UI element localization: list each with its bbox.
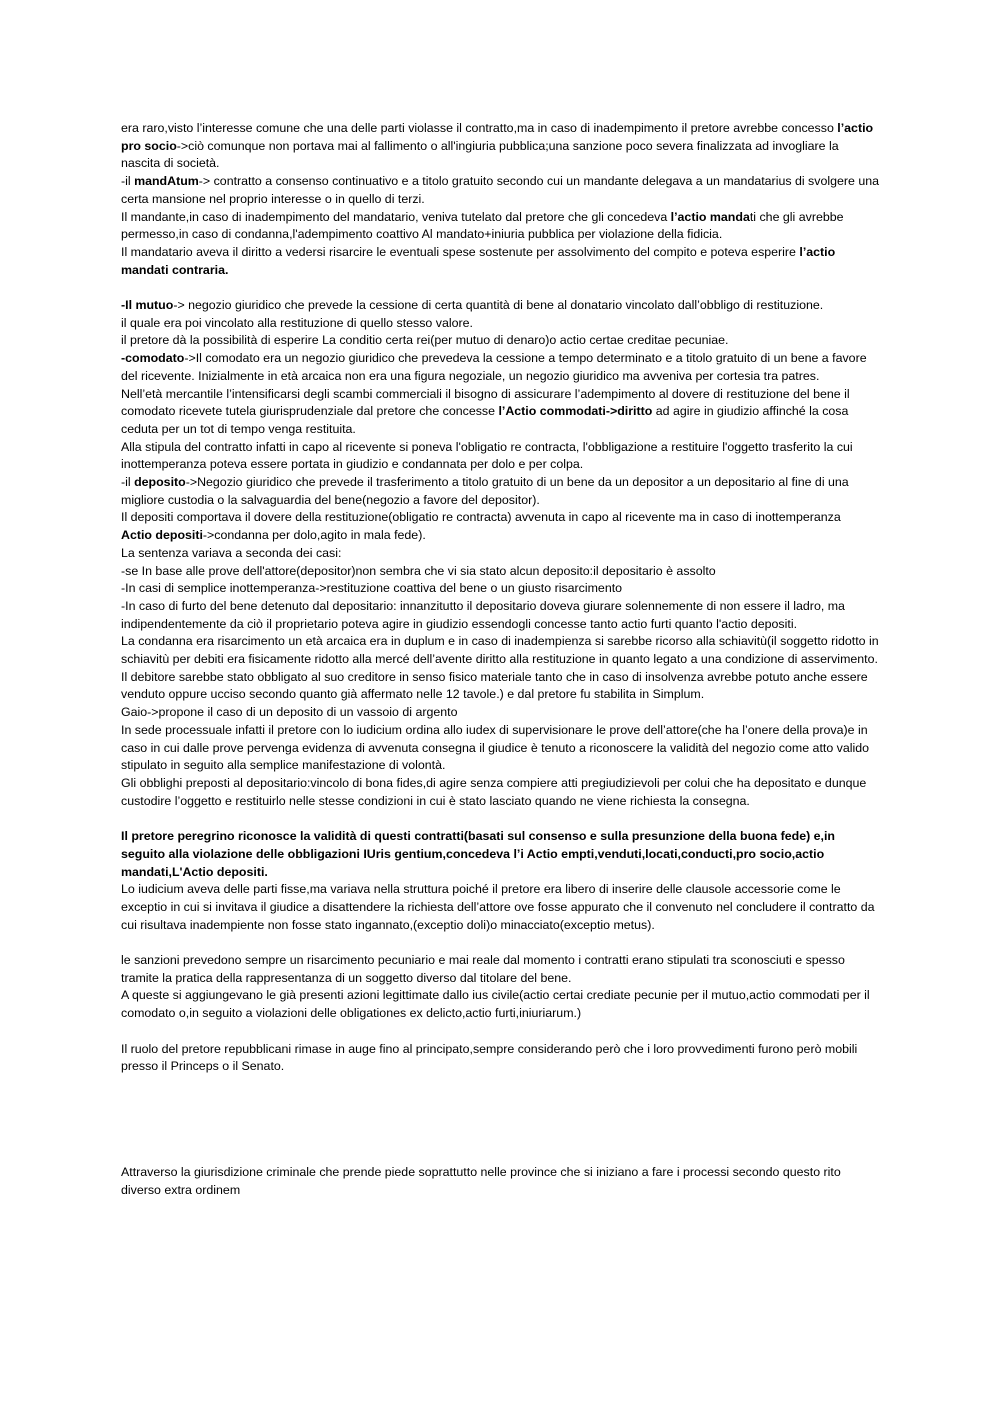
- text-run: Il depositi comportava il dovere della restituzione(obligatio re contracta) avvenuta in capo al ricevente ma in caso di inottemperanza: [121, 510, 841, 525]
- text-run: ->Negozio giuridico che prevede il trasferimento a titolo gratuito di un bene da un depositor a un depositario al fine di una migliore custodia o la salvaguardia del bene(negozio a favore del depositor).: [121, 475, 849, 507]
- text-run: In sede processuale infatti il pretore con lo iudicium ordina allo iudex di supervisionare le prove dell’attore(che ha l’onere della prova)e in caso in cui dalle prove pervenga evidenza di avvenuta consegna il giudice è tenuto a riconoscere la validità del negozio come atto valido stipulato in seguito alla semplice manifestazione di volontà.: [121, 722, 870, 773]
- text-run: Lo iudicium aveva delle parti fisse,ma variava nella struttura poiché il pretore era libero di inserire delle clausole accessorie come le exceptio in cui si invitava il giudice a disattendere la richiesta dell’attore ove fosse appurato che il convenuto nel concludere il contratto da cui risultava inadempiente non fosse stato ingannato,(exceptio doli)o minacciato(exceptio metus).: [121, 882, 875, 932]
- text-run: ti che gli avrebbe permesso,in caso di condanna,l'adempimento coattivo Al mandato+iniuria pubblica per violazione della fidicia.: [121, 209, 844, 242]
- paragraph: [121, 350, 881, 385]
- paragraph: [121, 987, 881, 1022]
- paragraph: [121, 209, 881, 244]
- paragraph: [121, 704, 881, 722]
- text-run: -In casi di semplice inottemperanza->restituzione coattiva del bene o un giusto risarcimento: [121, 581, 623, 596]
- document-page: [121, 120, 881, 1199]
- text-run: A queste si aggiungevano le già presenti azioni legittimate dallo ius civile(actio certai crediate pecunie per il mutuo,actio commodati per il comodato o,in seguito a violazioni delle obligationes ex delicto,actio furti,iniuriarum.): [121, 988, 870, 1021]
- paragraph: [121, 297, 881, 315]
- paragraph: [121, 633, 881, 704]
- text-run: ->ciò comunque non portava mai al fallimento o all'ingiuria pubblica;una sanzione poco severa finalizzata ad invogliare la nascita di società.: [121, 138, 839, 171]
- text-run: -il: [121, 174, 135, 189]
- text-run: -il: [121, 475, 135, 490]
- closing-paragraph: [121, 1164, 881, 1199]
- text-run: Attraverso la giurisdizione criminale che prende piede soprattutto nelle province che si iniziano a fare i processi secondo questo rito diverso extra ordinem: [121, 1164, 841, 1197]
- paragraph: [121, 545, 881, 563]
- text-run: il quale era poi vincolato alla restituzione di quello stesso valore.: [121, 315, 473, 330]
- text-run: Il mandatario aveva il diritto a vedersi risarcire le eventuali spese sostenute per assolvimento del compito e poteva esperire: [121, 244, 800, 259]
- paragraph: [121, 474, 881, 509]
- paragraph: [121, 722, 881, 775]
- paragraph: [121, 881, 881, 934]
- paragraph: [121, 952, 881, 987]
- paragraph-spacer: [121, 934, 881, 952]
- text-run: Gaio->propone il caso di un deposito di un vassoio di argento: [121, 705, 458, 720]
- paragraph: [121, 509, 881, 527]
- paragraph-spacer: [121, 810, 881, 828]
- paragraph: [121, 580, 881, 598]
- text-run: Nell’età mercantile l’intensificarsi degli scambi commerciali il bisogno di assicurare l’adempimento al dovere di restituzione del bene il comodato ricevete tutela giurisprudenziale dal pretore che concesse: [121, 386, 850, 419]
- bold-text-run: -Il mutuo: [121, 298, 174, 313]
- paragraph: [121, 828, 881, 881]
- text-run: ->Il comodato era un negozio giuridico che prevedeva la cessione a tempo determinato e a titolo gratuito di un bene a favore del ricevente. Inizialmente in età arcaica non era una figura negoziale, un negozio giuridico ma avveniva per cortesia tra patres.: [121, 351, 867, 383]
- text-run: La sentenza variava a seconda dei casi:: [121, 545, 342, 560]
- paragraph: [121, 120, 881, 173]
- bold-text-run: l’actio mandati contraria.: [121, 244, 836, 277]
- bold-text-run: l’Actio commodati->diritto: [498, 404, 653, 419]
- paragraph: [121, 315, 881, 333]
- text-run: La condanna era risarcimento un età arcaica era in duplum e in caso di inadempienza si sarebbe ricorso alla schiavitù(il soggetto ridotto in schiavitù per debiti era fisicamente ridotto alla mercé dell’avente diritto alla restituzione in quanto legato a una condizione di asservimento. Il debitore sarebbe stato obbligato al suo creditore in senso fisico materiale tanto che in caso di insolvenza avrebbe potuto anche essere venduto oppure ucciso secondo quanto già affermato nelle 12 tavole.) e dal pretore fu stabilita in Simplum.: [121, 634, 879, 702]
- text-run: ->condanna per dolo,agito in mala fede).: [202, 528, 426, 543]
- text-run: -> negozio giuridico che prevede la cessione di certa quantità di bene al donatario vincolato dall’obbligo di restituzione.: [173, 298, 824, 313]
- text-run: ad agire in giudizio affinché la cosa ceduta per un tot di tempo venga restituita.: [121, 404, 849, 436]
- document-body: [121, 120, 881, 1076]
- paragraph: [121, 563, 881, 581]
- text-run: le sanzioni prevedono sempre un risarcimento pecuniario e mai reale dal momento i contratti erano stipulati tra sconosciuti e spesso tramite la pratica della rappresentanza di un soggetto diverso dal titolare del bene.: [121, 953, 845, 985]
- vertical-gap: [121, 1076, 881, 1164]
- bold-text-run: l’actio pro socio: [121, 121, 874, 153]
- paragraph-spacer: [121, 279, 881, 297]
- text-run: Gli obblighi preposti al depositario:vincolo di bona fides,di agire senza compiere atti pregiudizievoli per colui che ha depositato e dunque custodire l’oggetto e restituirlo nelle stesse condizioni in cui è stato lasciato quando ne viene richiesta la consegna.: [121, 776, 867, 808]
- paragraph: [121, 598, 881, 633]
- paragraph: [121, 173, 881, 208]
- text-run: il pretore dà la possibilità di esperire La conditio certa rei(per mutuo di denaro)o actio certae creditae pecuniae.: [121, 333, 729, 348]
- paragraph: [121, 775, 881, 810]
- text-run: -se In base alle prove dell'attore(depositor)non sembra che vi sia stato alcun deposito:il depositario è assolto: [121, 563, 716, 578]
- paragraph: [121, 1041, 881, 1076]
- text-run: Il mandante,in caso di inadempimento del mandatario, veniva tutelato dal pretore che gli concedeva: [121, 209, 671, 224]
- bold-text-run: Il pretore peregrino riconosce la validità di questi contratti(basati sul consenso e sulla presunzione della buona fede) e,in seguito alla violazione delle obbligazioni IUris gentium,concedeva l’i Actio empti,venduti,locati,conducti,pro socio,actio mandati,L'Actio depositi.: [121, 829, 835, 879]
- bold-text-run: mandAtum: [134, 174, 199, 189]
- bold-text-run: Actio depositi: [121, 528, 203, 543]
- paragraph: [121, 439, 881, 474]
- bold-text-run: deposito: [134, 475, 186, 490]
- text-run: -In caso di furto del bene detenuto dal depositario: innanzitutto il depositario doveva giurare solennemente di non essere il ladro, ma indipendentemente da ciò il proprietario poteva agire in giudizio essendogli concesse tanto actio furti quanto l'actio depositi.: [121, 598, 845, 631]
- text-run: -> contratto a consenso continuativo e a titolo gratuito secondo cui un mandante delegava a un mandatarius di svolgere una certa mansione nel proprio interesse o in quello di terzi.: [121, 174, 880, 206]
- bold-text-run: l’actio manda: [670, 209, 750, 224]
- text-run: era raro,visto l’interesse comune che una delle parti violasse il contratto,ma in caso di inadempimento il pretore avrebbe concesso: [121, 121, 838, 135]
- paragraph: [121, 527, 881, 545]
- text-run: Alla stipula del contratto infatti in capo al ricevente si poneva l'obligatio re contracta, l'obbligazione a restituire l'oggetto trasferito la cui inottemperanza poteva essere portata in giudizio e condannata per dolo e per colpa.: [121, 439, 853, 472]
- bold-text-run: -comodato: [121, 351, 185, 366]
- paragraph-spacer: [121, 1023, 881, 1041]
- text-run: Il ruolo del pretore repubblicani rimase in auge fino al principato,sempre considerando però che i loro provvedimenti furono però mobili presso il Princeps o il Senato.: [121, 1041, 858, 1074]
- paragraph: [121, 332, 881, 350]
- paragraph: [121, 386, 881, 439]
- paragraph: [121, 244, 881, 279]
